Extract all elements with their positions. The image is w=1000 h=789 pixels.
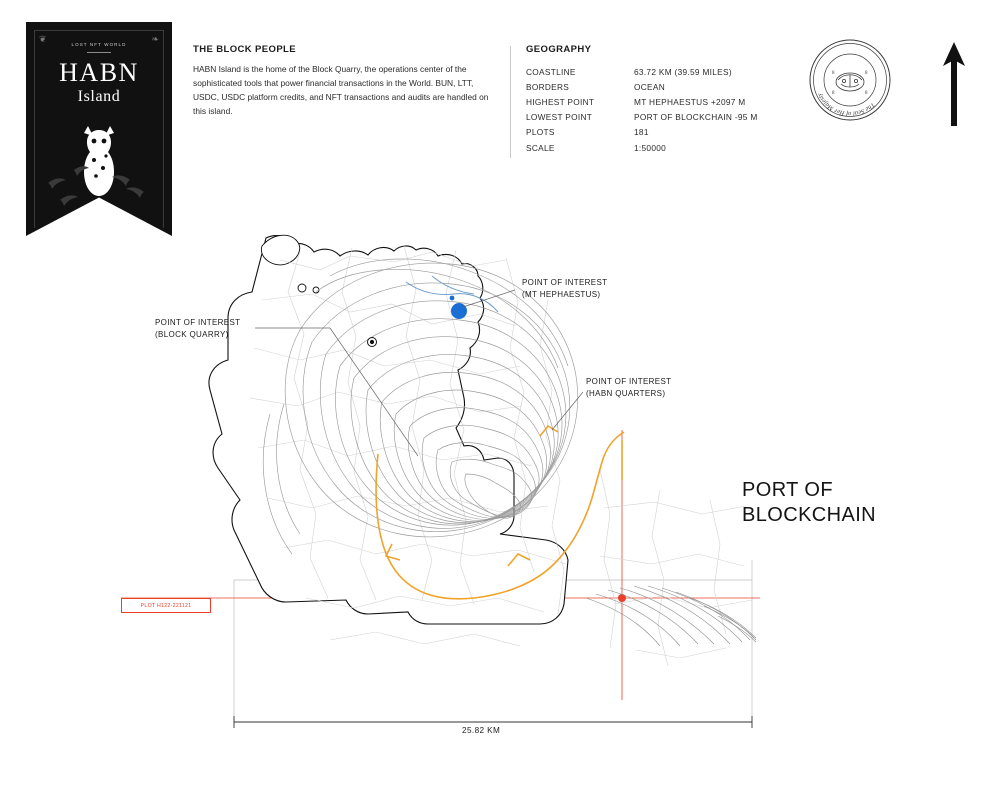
poi-label-block-quarry — [155, 317, 240, 340]
port-label-line2: BLOCKCHAIN — [742, 504, 877, 526]
geography-key: HIGHEST POINT — [526, 96, 595, 107]
island-title: HABN — [59, 58, 139, 87]
description-heading: THE BLOCK PEOPLE — [193, 44, 296, 55]
plot-tag[interactable] — [121, 598, 211, 613]
poi-label-line1: POINT OF INTEREST — [155, 318, 241, 327]
island-subtitle: Island — [77, 88, 121, 105]
banner-overline: LOST NFT WORLD — [71, 42, 127, 47]
port-label — [742, 478, 876, 528]
description-body: HABN Island is the home of the Block Quarry, the operations center of the sophisticated tools that power financial transactions in the World. BUN, LTT, USDC, USDC platform credits, and NFT transactions and audits are handled on this island. — [193, 64, 489, 116]
poi-label-line1: POINT OF INTEREST — [522, 278, 608, 287]
water-body-small — [450, 296, 455, 301]
poi-label-mt-hephaestus — [522, 277, 607, 300]
svg-text:8: 8 — [832, 91, 835, 96]
geography-key: LOWEST POINT — [526, 112, 593, 123]
banner-ornament-icon: ❦ — [39, 34, 47, 44]
poi-label-line2: (MT HEPHAESTUS) — [522, 289, 601, 299]
svg-text:The Seal of Her Majesty: The Seal of Her Majesty — [816, 91, 877, 118]
svg-text:8: 8 — [865, 91, 868, 96]
poi-label-habn-quarters — [586, 376, 671, 399]
island-coastline — [209, 236, 568, 624]
port-label-line1: PORT OF — [742, 479, 833, 501]
poi-label-line2: (BLOCK QUARRY) — [155, 329, 229, 339]
water-body — [451, 303, 467, 319]
geography-value: 63.72 KM (39.59 MILES) — [634, 66, 732, 77]
geography-heading: GEOGRAPHY — [526, 44, 592, 55]
banner-ornament-icon: ❧ — [151, 34, 159, 44]
geography-key: COASTLINE — [526, 66, 576, 77]
scale-bar-label: 25.82 KM — [462, 726, 501, 735]
geography-key: PLOTS — [526, 127, 555, 138]
geography-key: SCALE — [526, 142, 555, 153]
geography-value: 1:50000 — [634, 142, 667, 153]
geography-value: 181 — [634, 127, 649, 138]
geography-value: MT HEPHAESTUS +2097 M — [634, 96, 746, 107]
svg-text:8: 8 — [832, 71, 835, 76]
geography-value: PORT OF BLOCKCHAIN -95 M — [634, 112, 758, 123]
poi-label-line2: (HABN QUARTERS) — [586, 388, 666, 398]
geography-value: OCEAN — [634, 81, 666, 92]
svg-text:8: 8 — [865, 71, 868, 76]
poi-label-line1: POINT OF INTEREST — [586, 377, 672, 386]
plot-tag-label: PLOT H122-221121 — [140, 602, 192, 609]
geography-key: BORDERS — [526, 81, 570, 92]
